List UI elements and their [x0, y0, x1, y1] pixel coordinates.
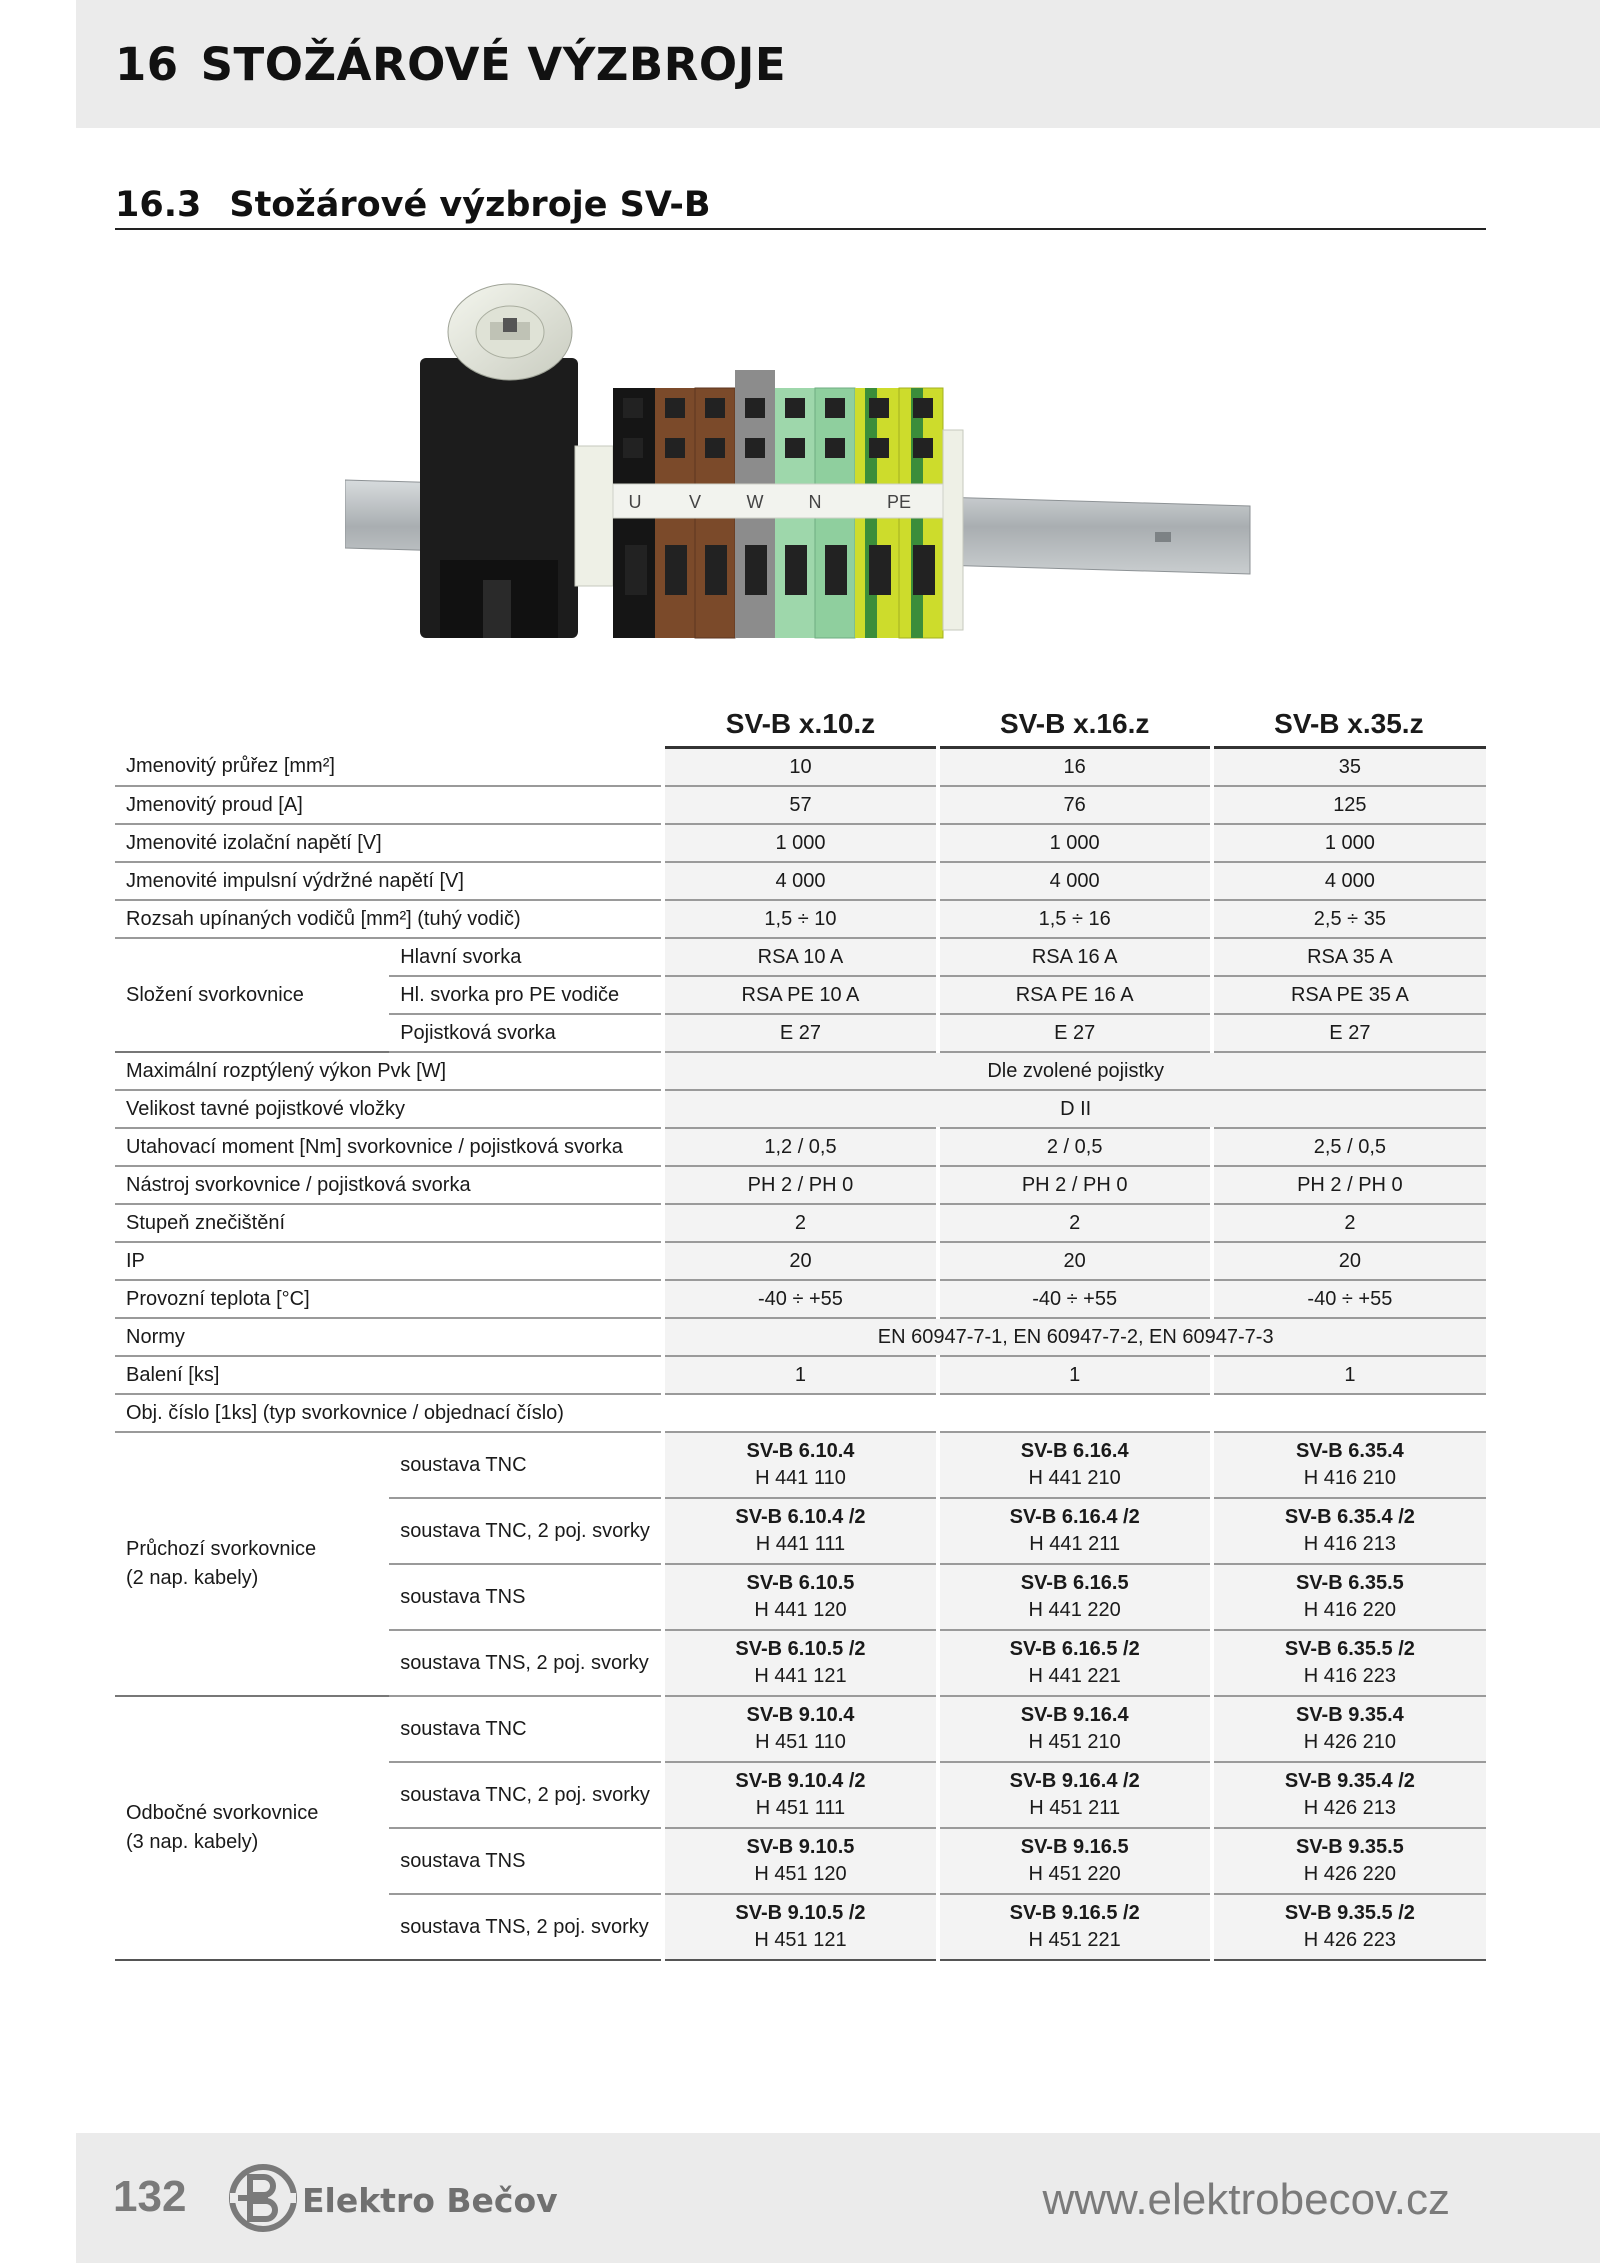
table-cell — [663, 1498, 937, 1564]
table-cell: 1,5 ÷ 16 — [938, 900, 1212, 938]
table-cell — [938, 1762, 1212, 1828]
table-cell: PH 2 / PH 0 — [1212, 1166, 1486, 1204]
type-code: SV-B 9.16.5 /2 — [1009, 1902, 1140, 1924]
order-number: H 451 211 — [1029, 1797, 1121, 1819]
table-row — [115, 1052, 1486, 1090]
type-code: SV-B 6.35.4 — [1295, 1440, 1404, 1462]
label-w: W — [746, 492, 764, 512]
label-n: N — [808, 492, 822, 512]
chapter-title: STOŽÁROVÉ VÝZBROJE — [200, 38, 787, 91]
row-label: Rozsah upínaných vodičů [mm²] (tuhý vodič) — [115, 900, 663, 938]
table-cell — [938, 1564, 1212, 1630]
row-sublabel: soustava TNC — [389, 1696, 663, 1762]
order-number: H 451 120 — [754, 1863, 847, 1885]
row-label: Nástroj svorkovnice / pojistková svorka — [115, 1166, 663, 1204]
table-cell — [938, 1498, 1212, 1564]
table-row — [115, 1128, 1486, 1166]
table-cell-merged: Dle zvolené pojistky — [663, 1052, 1486, 1090]
table-cell: 1 000 — [663, 824, 937, 862]
table-cell: 1 — [663, 1356, 937, 1394]
eb-logo-icon — [228, 2163, 298, 2233]
type-code: SV-B 6.10.5 — [746, 1572, 855, 1594]
table-cell: 20 — [663, 1242, 937, 1280]
order-number: H 451 110 — [755, 1731, 846, 1753]
table-cell: RSA 10 A — [663, 938, 937, 976]
table-cell: 20 — [1212, 1242, 1486, 1280]
row-sublabel: soustava TNS, 2 poj. svorky — [389, 1894, 663, 1960]
column-header: SV-B x.16.z — [938, 690, 1212, 748]
type-code: SV-B 9.35.5 /2 — [1284, 1902, 1415, 1924]
order-number: H 441 120 — [754, 1599, 847, 1621]
type-code: SV-B 9.35.4 /2 — [1284, 1770, 1415, 1792]
table-cell: 16 — [938, 748, 1212, 787]
group-label-line: (3 nap. kabely) — [126, 1831, 259, 1853]
group-label-line: Průchozí svorkovnice — [126, 1538, 317, 1560]
type-code: SV-B 9.35.4 — [1295, 1704, 1404, 1726]
order-number: H 416 210 — [1303, 1467, 1397, 1489]
type-code: SV-B 9.16.4 — [1020, 1704, 1129, 1726]
table-cell — [938, 1432, 1212, 1498]
order-number: H 426 213 — [1303, 1797, 1397, 1819]
row-label: Utahovací moment [Nm] svorkovnice / pojistková svorka — [115, 1128, 663, 1166]
table-cell: -40 ÷ +55 — [938, 1280, 1212, 1318]
section-number: 16.3 — [115, 185, 202, 225]
table-cell: 1,2 / 0,5 — [663, 1128, 937, 1166]
table-cell: 10 — [663, 748, 937, 787]
table-row — [115, 900, 1486, 938]
table-row — [115, 938, 1486, 976]
table-row — [115, 786, 1486, 824]
table-row — [115, 1394, 1486, 1432]
table-cell: 57 — [663, 786, 937, 824]
table-cell: E 27 — [663, 1014, 937, 1052]
type-code: SV-B 6.16.4 — [1020, 1440, 1129, 1462]
row-sublabel: soustava TNS, 2 poj. svorky — [389, 1630, 663, 1696]
group-label-composition: Složení svorkovnice — [115, 938, 389, 1052]
row-label: Jmenovitý průřez [mm²] — [115, 748, 663, 787]
label-u: U — [628, 492, 642, 512]
type-code: SV-B 6.16.5 /2 — [1009, 1638, 1140, 1660]
order-number: H 451 121 — [754, 1929, 847, 1951]
table-cell: 4 000 — [938, 862, 1212, 900]
table-cell: E 27 — [938, 1014, 1212, 1052]
table-cell — [1212, 1828, 1486, 1894]
section-heading — [115, 185, 711, 225]
type-code: SV-B 6.16.5 — [1020, 1572, 1129, 1594]
group-label-line: (2 nap. kabely) — [126, 1567, 259, 1589]
type-code: SV-B 9.10.4 — [746, 1704, 855, 1726]
order-number: H 441 111 — [755, 1533, 846, 1555]
group-label-pass-through — [115, 1432, 389, 1696]
table-cell — [663, 1696, 937, 1762]
table-cell — [1212, 1432, 1486, 1498]
table-header-row — [115, 690, 1486, 748]
type-code: SV-B 9.10.5 — [746, 1836, 855, 1858]
order-number: H 426 210 — [1303, 1731, 1397, 1753]
row-sublabel: Hl. svorka pro PE vodiče — [389, 976, 663, 1014]
group-label-branch — [115, 1696, 389, 1960]
table-row — [115, 862, 1486, 900]
table-cell: 125 — [1212, 786, 1486, 824]
row-sublabel: soustava TNS — [389, 1564, 663, 1630]
table-cell: 1 — [1212, 1356, 1486, 1394]
order-number: H 451 210 — [1028, 1731, 1121, 1753]
type-code: SV-B 9.35.5 — [1295, 1836, 1404, 1858]
spec-table — [115, 690, 1486, 1961]
table-cell: 2,5 ÷ 35 — [1212, 900, 1486, 938]
table-row — [115, 1280, 1486, 1318]
group-label-line: Odbočné svorkovnice — [126, 1802, 319, 1824]
chapter-heading — [115, 38, 786, 91]
table-cell: RSA 16 A — [938, 938, 1212, 976]
page-number: 132 — [113, 2172, 187, 2221]
table-row — [115, 1090, 1486, 1128]
table-cell: PH 2 / PH 0 — [663, 1166, 937, 1204]
table-cell — [663, 1630, 937, 1696]
table-cell: 2 / 0,5 — [938, 1128, 1212, 1166]
order-heading: Obj. číslo [1ks] (typ svorkovnice / objednací číslo) — [115, 1394, 1486, 1432]
order-number: H 451 111 — [755, 1797, 846, 1819]
table-cell: 76 — [938, 786, 1212, 824]
order-number: H 451 221 — [1028, 1929, 1121, 1951]
table-cell: RSA PE 35 A — [1212, 976, 1486, 1014]
table-cell — [1212, 1762, 1486, 1828]
row-sublabel: soustava TNC, 2 poj. svorky — [389, 1762, 663, 1828]
table-cell — [938, 1630, 1212, 1696]
row-sublabel: soustava TNC, 2 poj. svorky — [389, 1498, 663, 1564]
order-number: H 441 121 — [754, 1665, 847, 1687]
table-cell: RSA PE 10 A — [663, 976, 937, 1014]
type-code: SV-B 9.16.5 — [1020, 1836, 1129, 1858]
row-sublabel: soustava TNC — [389, 1432, 663, 1498]
table-cell: 2 — [663, 1204, 937, 1242]
type-code: SV-B 9.10.5 /2 — [735, 1902, 866, 1924]
website-url[interactable]: www.elektrobecov.cz — [1042, 2175, 1450, 2224]
table-cell: 1 000 — [1212, 824, 1486, 862]
row-label: Normy — [115, 1318, 663, 1356]
table-cell — [938, 1828, 1212, 1894]
type-code: SV-B 6.35.5 /2 — [1284, 1638, 1415, 1660]
column-header: SV-B x.35.z — [1212, 690, 1486, 748]
product-photo — [345, 270, 1285, 670]
table-cell — [1212, 1696, 1486, 1762]
table-cell — [1212, 1564, 1486, 1630]
table-cell: 4 000 — [663, 862, 937, 900]
table-row — [115, 1318, 1486, 1356]
table-cell: 1 000 — [938, 824, 1212, 862]
order-number: H 441 110 — [755, 1467, 846, 1489]
row-label: Balení [ks] — [115, 1356, 663, 1394]
type-code: SV-B 6.16.4 /2 — [1009, 1506, 1140, 1528]
table-cell-merged: D II — [663, 1090, 1486, 1128]
row-label: Maximální rozptýlený výkon Pvk [W] — [115, 1052, 663, 1090]
table-cell: 20 — [938, 1242, 1212, 1280]
table-cell — [663, 1828, 937, 1894]
table-cell: RSA PE 16 A — [938, 976, 1212, 1014]
table-cell: 35 — [1212, 748, 1486, 787]
order-number: H 416 220 — [1303, 1599, 1397, 1621]
table-cell — [938, 1894, 1212, 1960]
table-cell: 1 — [938, 1356, 1212, 1394]
column-header: SV-B x.10.z — [663, 690, 937, 748]
table-cell — [938, 1696, 1212, 1762]
table-cell: E 27 — [1212, 1014, 1486, 1052]
table-cell: 2 — [1212, 1204, 1486, 1242]
order-number: H 441 220 — [1028, 1599, 1121, 1621]
table-cell — [1212, 1498, 1486, 1564]
table-cell: 2,5 / 0,5 — [1212, 1128, 1486, 1166]
row-label: Stupeň znečištění — [115, 1204, 663, 1242]
table-cell: PH 2 / PH 0 — [938, 1166, 1212, 1204]
table-cell: 4 000 — [1212, 862, 1486, 900]
table-cell — [1212, 1630, 1486, 1696]
table-row — [115, 1356, 1486, 1394]
table-row — [115, 1242, 1486, 1280]
row-label: Jmenovité impulsní výdržné napětí [V] — [115, 862, 663, 900]
table-cell: 1,5 ÷ 10 — [663, 900, 937, 938]
section-divider — [115, 228, 1486, 230]
label-pe: PE — [886, 492, 912, 512]
table-row — [115, 1432, 1486, 1498]
order-number: H 451 220 — [1028, 1863, 1121, 1885]
type-code: SV-B 6.35.4 /2 — [1284, 1506, 1415, 1528]
label-v: V — [688, 492, 702, 512]
table-cell: -40 ÷ +55 — [1212, 1280, 1486, 1318]
table-cell — [663, 1762, 937, 1828]
order-number: H 441 210 — [1028, 1467, 1121, 1489]
table-row — [115, 824, 1486, 862]
row-label: Jmenovitý proud [A] — [115, 786, 663, 824]
type-code: SV-B 6.10.4 — [746, 1440, 855, 1462]
type-code: SV-B 9.10.4 /2 — [735, 1770, 866, 1792]
chapter-number: 16 — [115, 38, 179, 91]
table-cell — [663, 1564, 937, 1630]
table-row — [115, 748, 1486, 787]
table-cell-merged: EN 60947-7-1, EN 60947-7-2, EN 60947-7-3 — [663, 1318, 1486, 1356]
table-row — [115, 1204, 1486, 1242]
table-cell: RSA 35 A — [1212, 938, 1486, 976]
row-sublabel: soustava TNS — [389, 1828, 663, 1894]
row-sublabel: Hlavní svorka — [389, 938, 663, 976]
order-number: H 441 221 — [1028, 1665, 1121, 1687]
row-label: Velikost tavné pojistkové vložky — [115, 1090, 663, 1128]
logo-name: Elektro Bečov — [302, 2181, 558, 2220]
type-code: SV-B 6.10.5 /2 — [735, 1638, 866, 1660]
row-label: Provozní teplota [°C] — [115, 1280, 663, 1318]
table-cell — [1212, 1894, 1486, 1960]
table-cell: 2 — [938, 1204, 1212, 1242]
row-label: IP — [115, 1242, 663, 1280]
table-row — [115, 1166, 1486, 1204]
type-code: SV-B 6.10.4 /2 — [735, 1506, 866, 1528]
table-cell: -40 ÷ +55 — [663, 1280, 937, 1318]
table-cell — [663, 1432, 937, 1498]
table-row — [115, 1696, 1486, 1762]
type-code: SV-B 6.35.5 — [1295, 1572, 1404, 1594]
row-sublabel: Pojistková svorka — [389, 1014, 663, 1052]
order-number: H 416 213 — [1303, 1533, 1397, 1555]
type-code: SV-B 9.16.4 /2 — [1009, 1770, 1140, 1792]
order-number: H 416 223 — [1303, 1665, 1397, 1687]
table-cell — [663, 1894, 937, 1960]
section-title: Stožárové výzbroje SV-B — [229, 185, 711, 225]
end-plate — [575, 446, 613, 586]
order-number: H 426 220 — [1303, 1863, 1397, 1885]
order-number: H 426 223 — [1303, 1929, 1397, 1951]
order-number: H 441 211 — [1029, 1533, 1121, 1555]
row-label: Jmenovité izolační napětí [V] — [115, 824, 663, 862]
